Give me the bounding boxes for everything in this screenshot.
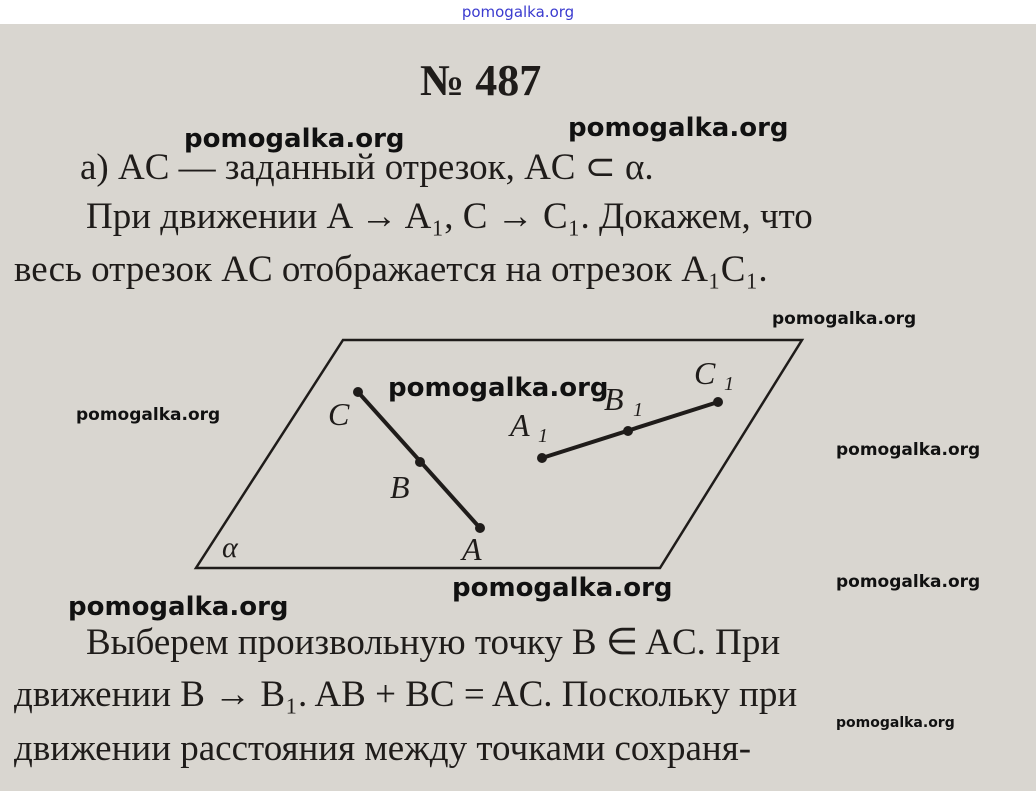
point-c: [353, 387, 363, 397]
watermark: pomogalka.org: [76, 405, 221, 425]
watermark: pomogalka.org: [68, 592, 289, 622]
label-c: C: [328, 396, 350, 432]
text-line-1: а) AC — заданный отрезок, AC ⊂ α.: [80, 147, 654, 188]
problem-number: № 487: [420, 56, 542, 105]
point-a1: [537, 453, 547, 463]
point-c1: [713, 397, 723, 407]
label-c1: C: [694, 355, 716, 391]
watermark: pomogalka.org: [836, 440, 981, 460]
text-line-3: весь отрезок AC отображается на отрезок A₁C₁.: [14, 249, 768, 290]
watermark: pomogalka.org: [836, 715, 955, 731]
label-c1-sub: 1: [724, 373, 734, 395]
label-b1: B: [604, 381, 624, 417]
label-a: A: [462, 531, 482, 567]
text-line-5: движении B → B₁. AB + BC = AC. Поскольку при: [14, 674, 798, 715]
text-line-6: движении расстояния между точками сохраня-: [14, 728, 752, 769]
point-b: [415, 457, 425, 467]
label-alpha: α: [222, 531, 238, 564]
watermark: pomogalka.org: [568, 113, 789, 143]
label-a1: A: [510, 407, 530, 443]
site-watermark-header[interactable]: pomogalka.org: [461, 3, 575, 21]
watermark: pomogalka.org: [772, 309, 917, 329]
label-b: B: [390, 469, 410, 505]
point-b1: [623, 426, 633, 436]
watermark: pomogalka.org: [388, 373, 609, 403]
text-line-4: Выберем произвольную точку B ∈ AC. При: [86, 622, 781, 663]
watermark: pomogalka.org: [184, 124, 405, 154]
text-line-2: При движении A → A₁, C → C₁. Докажем, что: [86, 196, 813, 237]
watermark: pomogalka.org: [452, 573, 673, 603]
label-b1-sub: 1: [633, 399, 643, 421]
watermark: pomogalka.org: [836, 572, 981, 592]
label-a1-sub: 1: [538, 425, 548, 447]
